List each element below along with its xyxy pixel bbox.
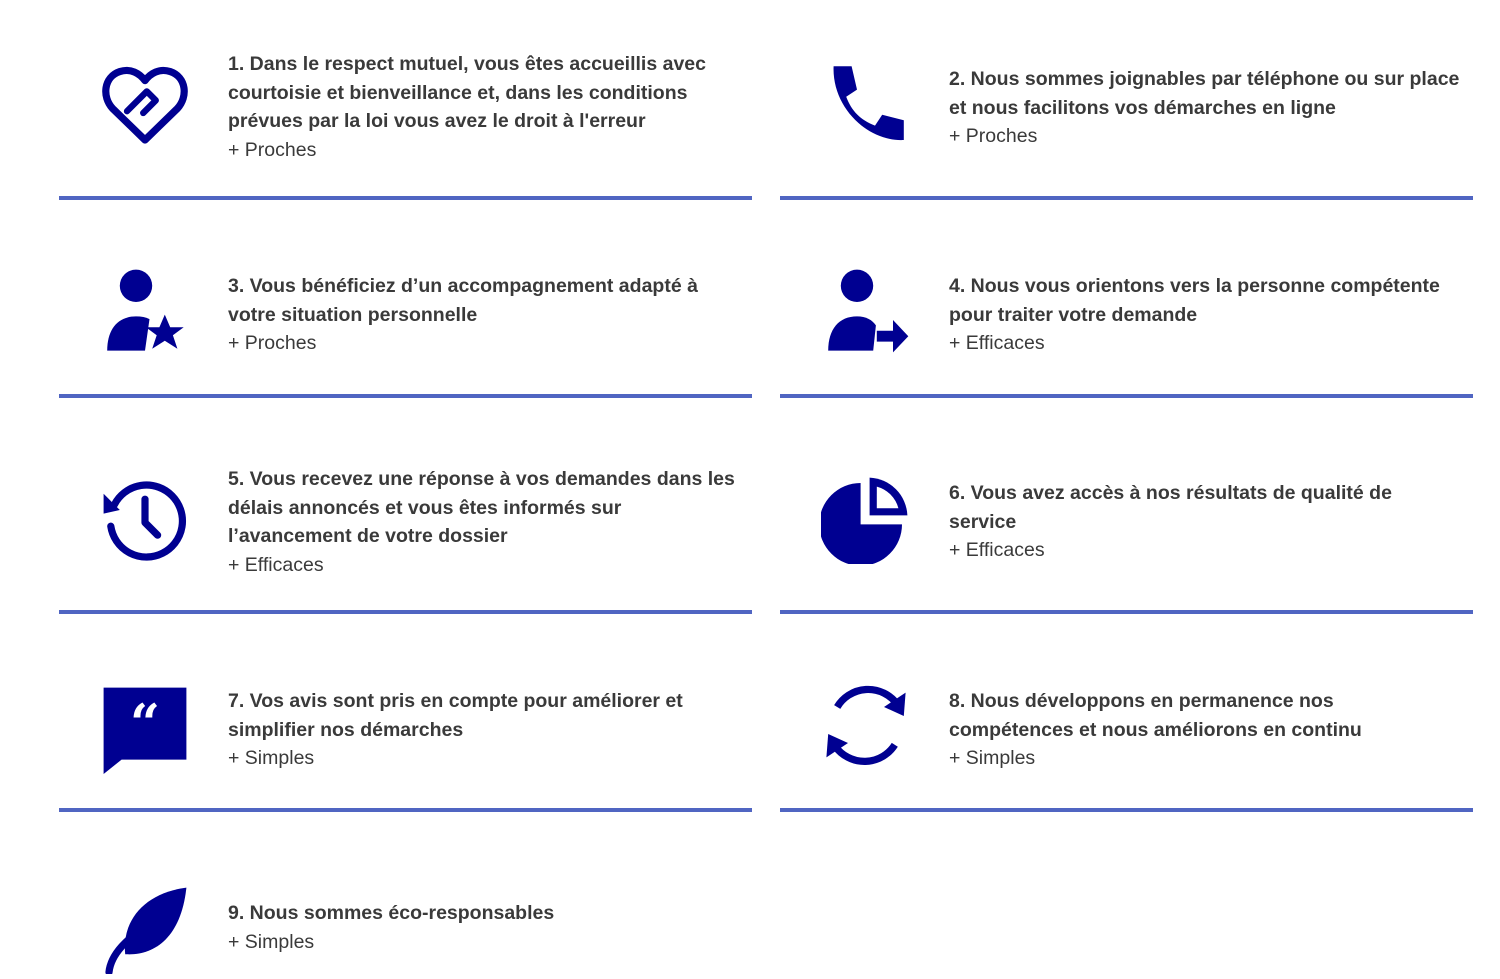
card-divider	[59, 808, 752, 812]
card-divider	[59, 610, 752, 614]
commitment-text	[949, 479, 1463, 565]
commitment-title: 1. Dans le respect mutuel, vous êtes accueillis avec courtoisie et bienveillance et, dans les conditions prévues par la loi vous avez le droit à l'erreur	[228, 53, 706, 132]
commitment-card-2	[780, 0, 1473, 202]
commitment-text	[228, 899, 742, 956]
user-arrow-icon	[821, 266, 911, 356]
card-divider	[780, 808, 1473, 812]
commitment-card-1	[59, 0, 752, 202]
commitment-title: 2. Nous sommes joignables par téléphone ou sur place et nous facilitons vos démarches en ligne	[949, 68, 1460, 119]
heart-handshake-icon	[100, 59, 190, 149]
commitment-text	[949, 272, 1463, 358]
commitment-tag: + Efficaces	[949, 539, 1045, 561]
card-divider	[780, 196, 1473, 200]
commitment-card-7	[59, 616, 752, 814]
commitment-card-6	[780, 400, 1473, 616]
commitment-card-8	[780, 616, 1473, 814]
commitment-title: 4. Nous vous orientons vers la personne compétente pour traiter votre demande	[949, 275, 1440, 326]
commitment-text	[228, 272, 742, 358]
card-divider	[59, 394, 752, 398]
phone-icon	[821, 59, 911, 149]
commitment-title: 7. Vos avis sont pris en compte pour améliorer et simplifier nos démarches	[228, 690, 683, 741]
history-clock-icon	[100, 474, 190, 564]
commitment-card-5	[59, 400, 752, 616]
commitment-card-3	[59, 202, 752, 400]
commitment-tag: + Proches	[228, 138, 317, 161]
commitment-card-4	[780, 202, 1473, 400]
commitment-title: 3. Vous bénéficiez d’un accompagnement adapté à votre situation personnelle	[228, 275, 698, 326]
commitment-title: 8. Nous développons en permanence nos compétences et nous améliorons en continu	[949, 690, 1362, 741]
commitment-tag: + Simples	[949, 747, 1036, 769]
pie-chart-icon	[821, 474, 911, 564]
commitment-title: 6. Vous avez accès à nos résultats de qualité de service	[949, 482, 1392, 533]
card-divider	[59, 196, 752, 200]
commitment-title: 5. Vous recevez une réponse à vos demandes dans les délais annoncés et vous êtes informés sur l’avancement de votre dossier	[228, 468, 735, 547]
card-divider	[780, 394, 1473, 398]
user-star-icon	[100, 266, 190, 356]
refresh-icon	[821, 680, 911, 770]
commitment-title: 9. Nous sommes éco-responsables	[228, 902, 555, 924]
commitment-tag: + Efficaces	[228, 553, 324, 576]
commitment-tag: + Simples	[228, 930, 315, 953]
svg-text:“: “	[129, 693, 161, 755]
commitment-tag: + Proches	[949, 125, 1038, 147]
commitment-tag: + Efficaces	[949, 332, 1045, 354]
commitment-text	[228, 465, 742, 579]
commitment-text	[949, 687, 1463, 773]
commitment-card-9	[59, 814, 752, 979]
quote-bubble-icon	[100, 684, 190, 774]
commitment-text	[228, 687, 742, 773]
leaf-icon	[100, 884, 190, 974]
commitment-tag: + Simples	[228, 747, 315, 769]
commitment-text	[949, 65, 1463, 151]
commitment-text	[228, 50, 742, 164]
card-divider	[780, 610, 1473, 614]
commitment-tag: + Proches	[228, 332, 317, 354]
